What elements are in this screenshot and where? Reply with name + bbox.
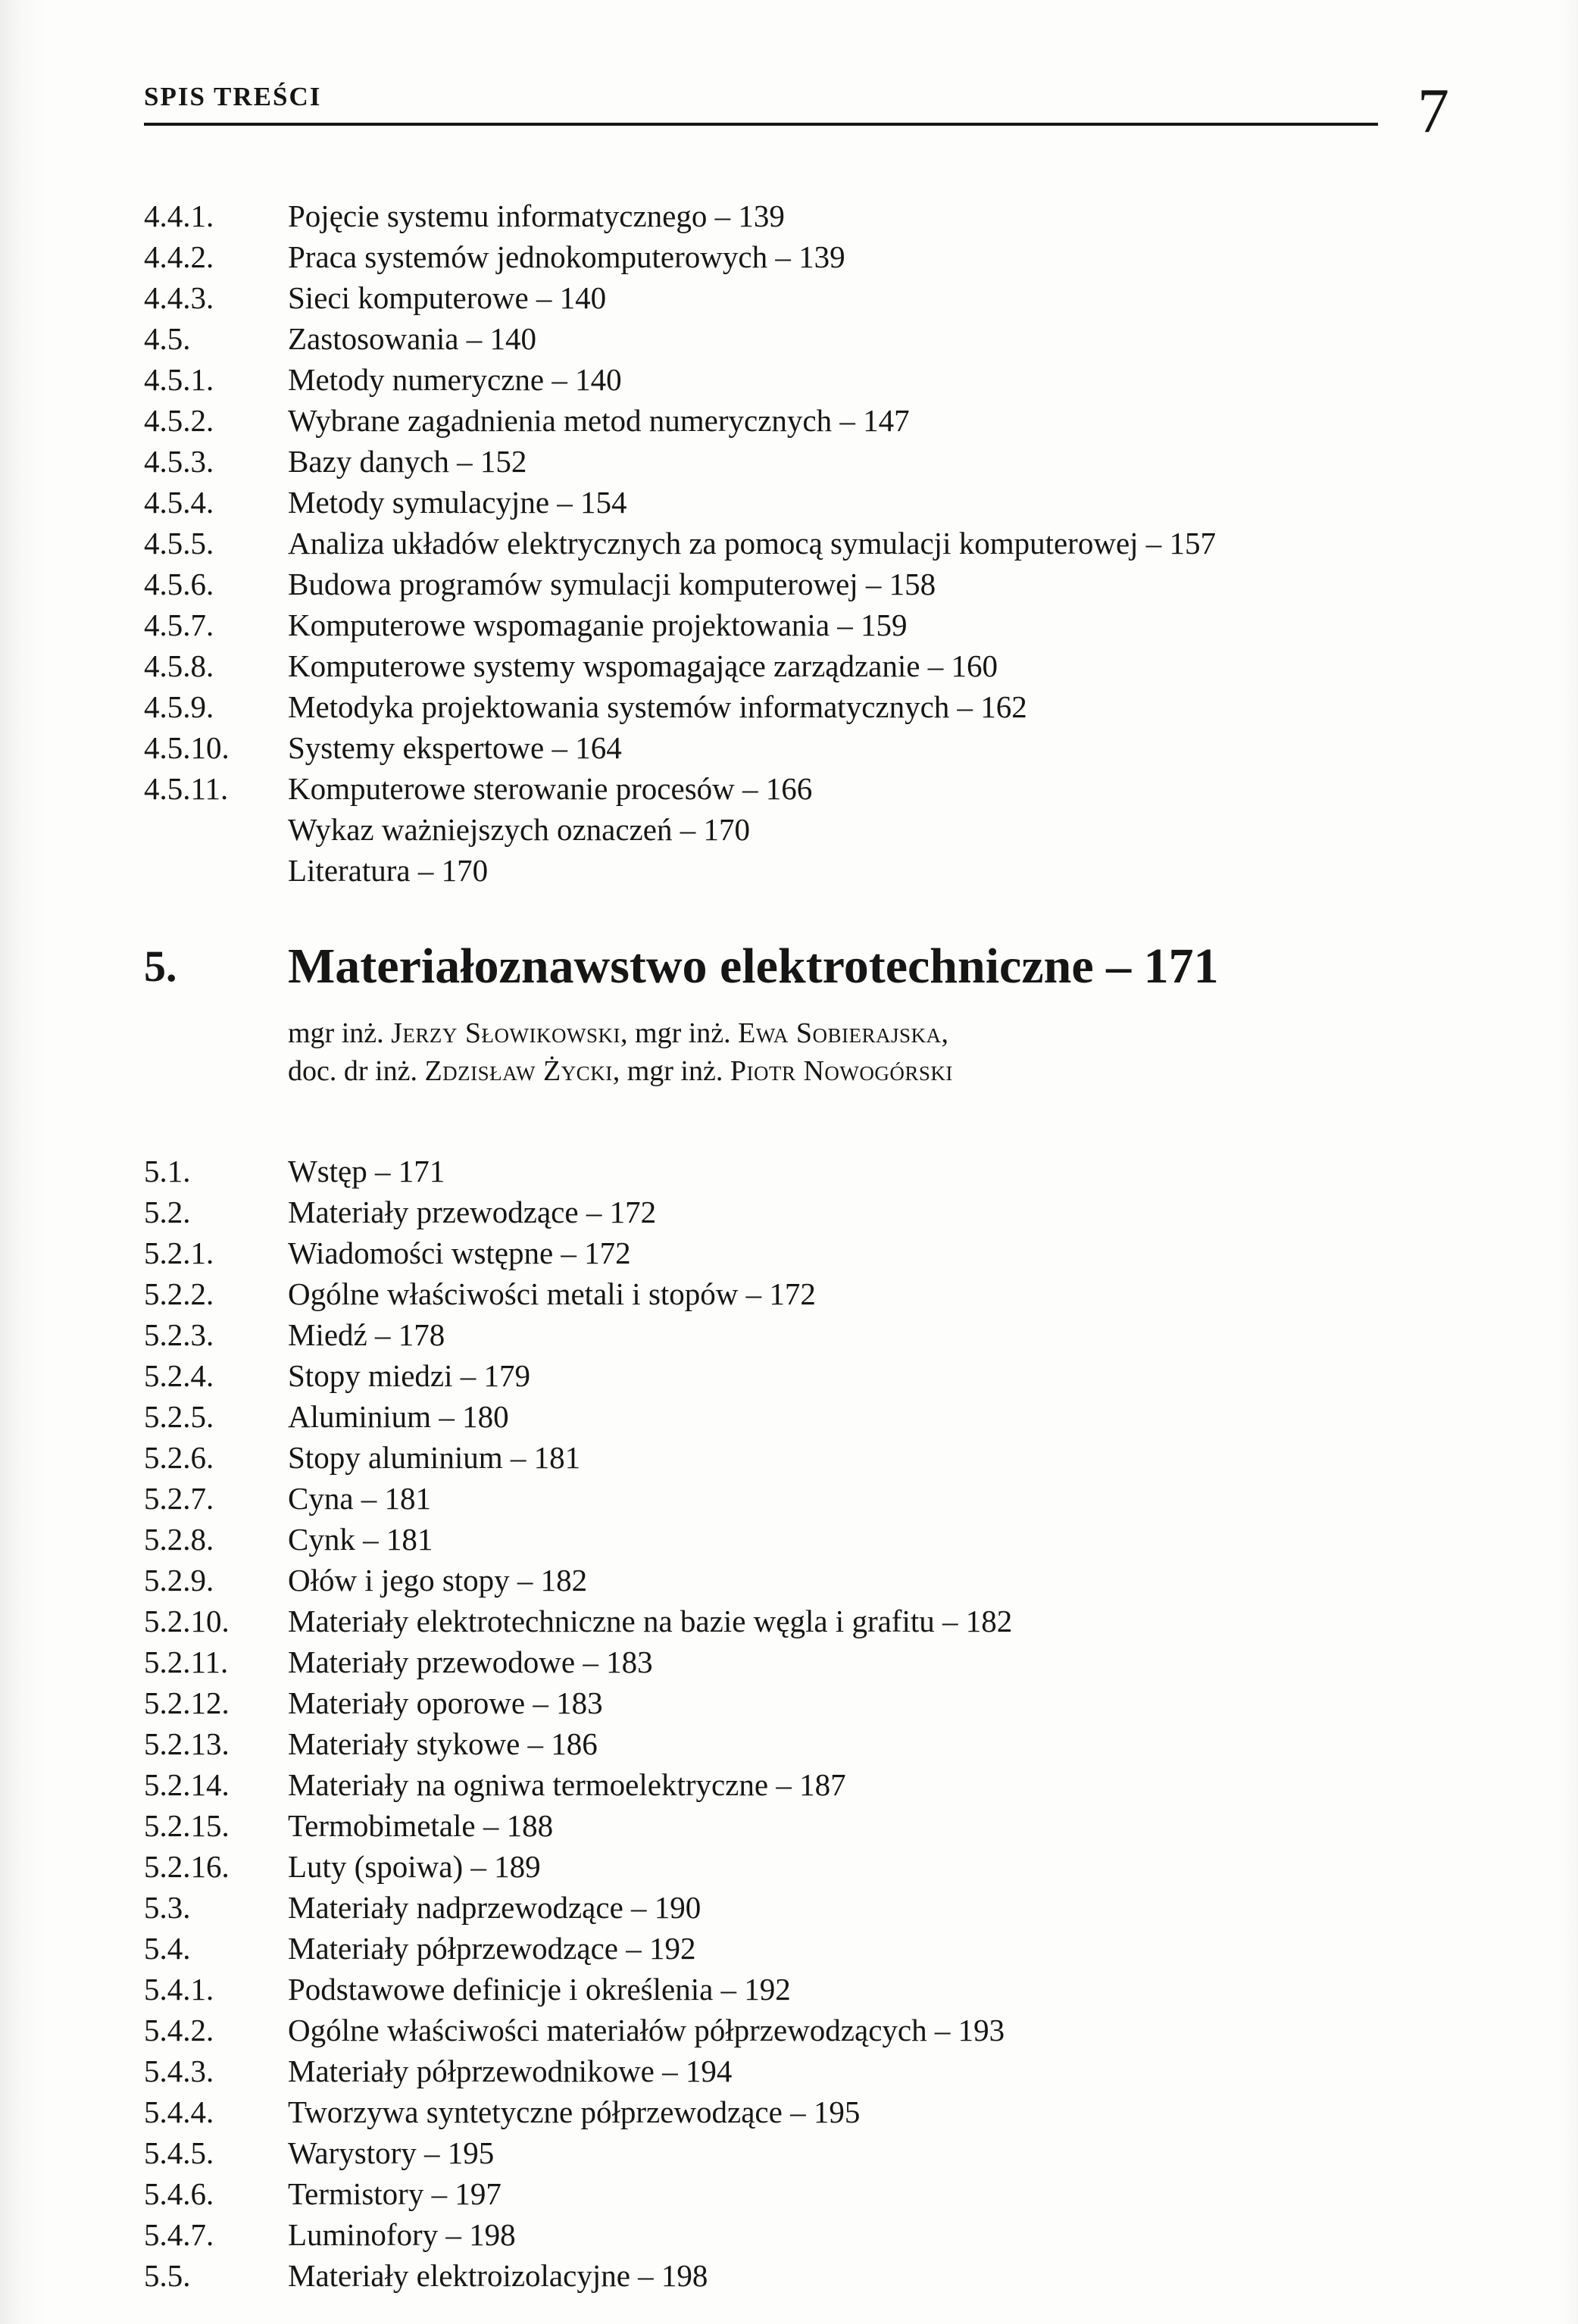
toc-entry-number: 4.5.6. [144, 567, 214, 602]
toc-entry-title: Podstawowe definicje i określenia – 192 [288, 1971, 791, 2007]
toc-entry-title: Wiadomości wstępne – 172 [288, 1235, 631, 1270]
toc-entry-title: Stopy aluminium – 181 [288, 1439, 581, 1475]
toc-row [144, 2255, 1449, 2296]
toc-entry-number: 5.2.11. [144, 1644, 229, 1679]
toc-entry-title: Systemy ekspertowe – 164 [288, 730, 622, 766]
toc-row [144, 1355, 1449, 1396]
author-line [288, 1014, 1449, 1052]
toc-entry-number: 4.5.5. [144, 526, 214, 561]
toc-row [144, 2091, 1449, 2132]
toc-entry-title: Analiza układów elektrycznych za pomocą symulacji komputerowej – 157 [288, 526, 1217, 561]
toc-entry-number: 5.5. [144, 2257, 191, 2293]
toc-row [144, 1601, 1449, 1641]
toc-section-4 [144, 195, 1449, 891]
toc-entry-number: 5.2.9. [144, 1562, 214, 1598]
toc-entry-title: Termobimetale – 188 [288, 1807, 554, 1843]
toc-row [144, 359, 1449, 400]
toc-row [144, 1314, 1449, 1355]
toc-row [144, 2051, 1449, 2091]
toc-entry-number [144, 850, 288, 891]
toc-entry-number: 5.4.5. [144, 2135, 214, 2170]
author-prefix: , [941, 1017, 949, 1049]
toc-entry-title: Literatura – 170 [288, 853, 489, 889]
toc-entry-title: Materiały półprzewodzące – 192 [288, 1930, 696, 1966]
toc-entry-title: Ogólne właściwości metali i stopów – 172 [288, 1276, 816, 1311]
toc-entry-number: 5.4.3. [144, 2053, 214, 2088]
toc-row [144, 1232, 1449, 1273]
toc-entry-title: Komputerowe wspomaganie projektowania – 159 [288, 608, 908, 643]
toc-entry-title: Sieci komputerowe – 140 [288, 280, 607, 316]
toc-row [144, 1641, 1449, 1682]
toc-entry-title: Materiały elektroizolacyjne – 198 [288, 2257, 708, 2293]
toc-row [144, 1396, 1449, 1437]
toc-entry-title: Ogólne właściwości materiałów półprzewodzących – 193 [288, 2012, 1005, 2048]
toc-entry-number: 5.2.5. [144, 1398, 214, 1434]
toc-entry-number: 5.4. [144, 1930, 191, 1966]
toc-entry-number: 4.5.9. [144, 689, 214, 725]
toc-row [144, 564, 1449, 604]
toc-entry-number: 5.4.6. [144, 2176, 214, 2211]
toc-entry-title: Materiały przewodowe – 183 [288, 1644, 653, 1679]
toc-section-5 [144, 1151, 1449, 2296]
toc-row [144, 1560, 1449, 1601]
toc-entry-number: 4.5.10. [144, 730, 230, 766]
toc-entry-title: Metody numeryczne – 140 [288, 362, 622, 398]
toc-entry-number: 5.2.12. [144, 1685, 230, 1720]
toc-entry-title: Aluminium – 180 [288, 1398, 509, 1434]
toc-entry-title: Komputerowe sterowanie procesów – 166 [288, 771, 813, 807]
toc-entry-number: 4.4.2. [144, 239, 214, 275]
toc-entry-title: Wykaz ważniejszych oznaczeń – 170 [288, 812, 750, 848]
toc-entry-title: Tworzywa syntetyczne półprzewodzące – 195 [288, 2094, 861, 2129]
toc-row [144, 686, 1449, 727]
toc-entry-title: Ołów i jego stopy – 182 [288, 1562, 588, 1598]
toc-row [144, 850, 1449, 891]
toc-row [144, 1764, 1449, 1805]
toc-row [144, 2214, 1449, 2255]
page-header-title: SPIS TREŚCI [144, 82, 322, 112]
toc-entry-number: 5.2.15. [144, 1807, 230, 1843]
toc-row [144, 195, 1449, 236]
toc-entry-number: 4.5.4. [144, 485, 214, 520]
toc-row [144, 2010, 1449, 2051]
toc-entry-number: 5.4.1. [144, 1971, 214, 2007]
toc-entry-number: 5.3. [144, 1889, 191, 1925]
toc-row [144, 809, 1449, 850]
toc-row [144, 1846, 1449, 1887]
toc-entry-number: 4.5.7. [144, 608, 214, 643]
toc-row [144, 482, 1449, 523]
toc-row [144, 523, 1449, 564]
toc-row [144, 1273, 1449, 1314]
toc-entry-title: Wybrane zagadnienia metod numerycznych – 147 [288, 403, 910, 439]
toc-entry-number: 5.2.8. [144, 1521, 214, 1557]
toc-entry-title: Termistory – 197 [288, 2176, 502, 2211]
toc-entry-title: Luty (spoiwa) – 189 [288, 1848, 541, 1884]
toc-entry-title: Materiały przewodzące – 172 [288, 1194, 657, 1229]
author-prefix: , mgr inż. [612, 1054, 730, 1087]
toc-row [144, 1151, 1449, 1192]
author-line [288, 1052, 1449, 1090]
toc-entry-title: Bazy danych – 152 [288, 444, 527, 479]
toc-row [144, 236, 1449, 277]
toc-row [144, 1969, 1449, 2010]
chapter-title: Materiałoznawstwo elektrotechniczne – 171 [288, 939, 1219, 995]
toc-entry-title: Luminofory – 198 [288, 2216, 516, 2252]
toc-row [144, 1478, 1449, 1519]
toc-entry-title: Cynk – 181 [288, 1521, 433, 1557]
author-prefix: mgr inż. [288, 1017, 392, 1049]
author-prefix: doc. dr inż. [288, 1054, 425, 1087]
toc-entry-title: Zastosowania – 140 [288, 321, 536, 357]
chapter-authors [144, 1014, 1449, 1090]
toc-row [144, 441, 1449, 482]
toc-entry-title: Metody symulacyjne – 154 [288, 485, 627, 520]
toc-entry-title: Warystory – 195 [288, 2135, 495, 2170]
toc-entry-number: 5.2.10. [144, 1603, 230, 1638]
toc-row [144, 645, 1449, 686]
toc-row [144, 2132, 1449, 2173]
toc-entry-title: Komputerowe systemy wspomagające zarządzanie – 160 [288, 648, 998, 684]
author-name: Piotr Nowogórski [730, 1054, 953, 1087]
toc-entry-number: 5.2.13. [144, 1726, 230, 1761]
toc-entry-number: 5.2.14. [144, 1766, 230, 1802]
toc-entry-title: Materiały oporowe – 183 [288, 1685, 603, 1720]
toc-row [144, 604, 1449, 645]
author-name: Jerzy Słowikowski [391, 1017, 621, 1049]
toc-row [144, 1519, 1449, 1560]
toc-entry-title: Budowa programów symulacji komputerowej – 158 [288, 567, 936, 602]
page-number: 7 [1417, 76, 1449, 146]
toc-row [144, 1928, 1449, 1969]
toc-entry-number: 5.2.4. [144, 1357, 214, 1393]
toc-row [144, 768, 1449, 809]
toc-entry-number: 5.2.3. [144, 1317, 214, 1352]
toc-row [144, 318, 1449, 359]
page-header [144, 72, 1449, 146]
toc-row [144, 1437, 1449, 1478]
toc-row [144, 727, 1449, 768]
toc-entry-number: 5.2. [144, 1194, 191, 1229]
toc-row [144, 1887, 1449, 1928]
author-name: Ewa Sobierajska [738, 1017, 942, 1049]
chapter-number: 5. [144, 942, 177, 992]
toc-entry-number: 4.5.3. [144, 444, 214, 479]
toc-entry-title: Materiały elektrotechniczne na bazie węgla i grafitu – 182 [288, 1603, 1013, 1638]
toc-entry-number: 4.5.1. [144, 362, 214, 398]
toc-entry-number: 5.2.7. [144, 1480, 214, 1516]
toc-entry-number: 4.4.3. [144, 280, 214, 316]
toc-entry-number: 5.4.7. [144, 2216, 214, 2252]
toc-entry-title: Stopy miedzi – 179 [288, 1357, 531, 1393]
toc-entry-title: Cyna – 181 [288, 1480, 432, 1516]
toc-entry-title: Metodyka projektowania systemów informatycznych – 162 [288, 689, 1027, 725]
toc-entry-number: 4.5.2. [144, 403, 214, 439]
toc-row [144, 277, 1449, 318]
toc-entry-number: 5.2.1. [144, 1235, 214, 1270]
toc-entry-title: Materiały na ogniwa termoelektryczne – 187 [288, 1766, 846, 1802]
header-rule [144, 82, 1378, 126]
toc-row [144, 400, 1449, 441]
toc-entry-title: Pojęcie systemu informatycznego – 139 [288, 198, 785, 234]
toc-entry-number [144, 809, 288, 850]
toc-entry-number: 5.2.16. [144, 1848, 230, 1884]
toc-entry-number: 5.4.4. [144, 2094, 214, 2129]
author-prefix: , mgr inż. [620, 1017, 739, 1049]
toc-entry-number: 5.2.6. [144, 1439, 214, 1475]
toc-entry-title: Praca systemów jednokomputerowych – 139 [288, 239, 845, 275]
toc-entry-number: 5.4.2. [144, 2012, 214, 2048]
toc-entry-title: Materiały stykowe – 186 [288, 1726, 598, 1761]
toc-entry-title: Materiały półprzewodnikowe – 194 [288, 2053, 733, 2088]
toc-entry-number: 4.5.8. [144, 648, 214, 684]
toc-row [144, 1805, 1449, 1846]
author-name: Zdzisław Życki [424, 1054, 613, 1087]
toc-row [144, 1192, 1449, 1232]
toc-row [144, 2173, 1449, 2214]
toc-entry-number: 4.5. [144, 321, 191, 357]
chapter-heading [144, 939, 1449, 995]
toc-entry-title: Materiały nadprzewodzące – 190 [288, 1889, 702, 1925]
toc-entry-number: 4.5.11. [144, 771, 229, 807]
toc-entry-number: 4.4.1. [144, 198, 214, 234]
toc-entry-title: Wstęp – 171 [288, 1153, 445, 1189]
toc-entry-number: 5.1. [144, 1153, 191, 1189]
toc-entry-title: Miedź – 178 [288, 1317, 445, 1352]
toc-row [144, 1723, 1449, 1764]
toc-row [144, 1682, 1449, 1723]
toc-entry-number: 5.2.2. [144, 1276, 214, 1311]
